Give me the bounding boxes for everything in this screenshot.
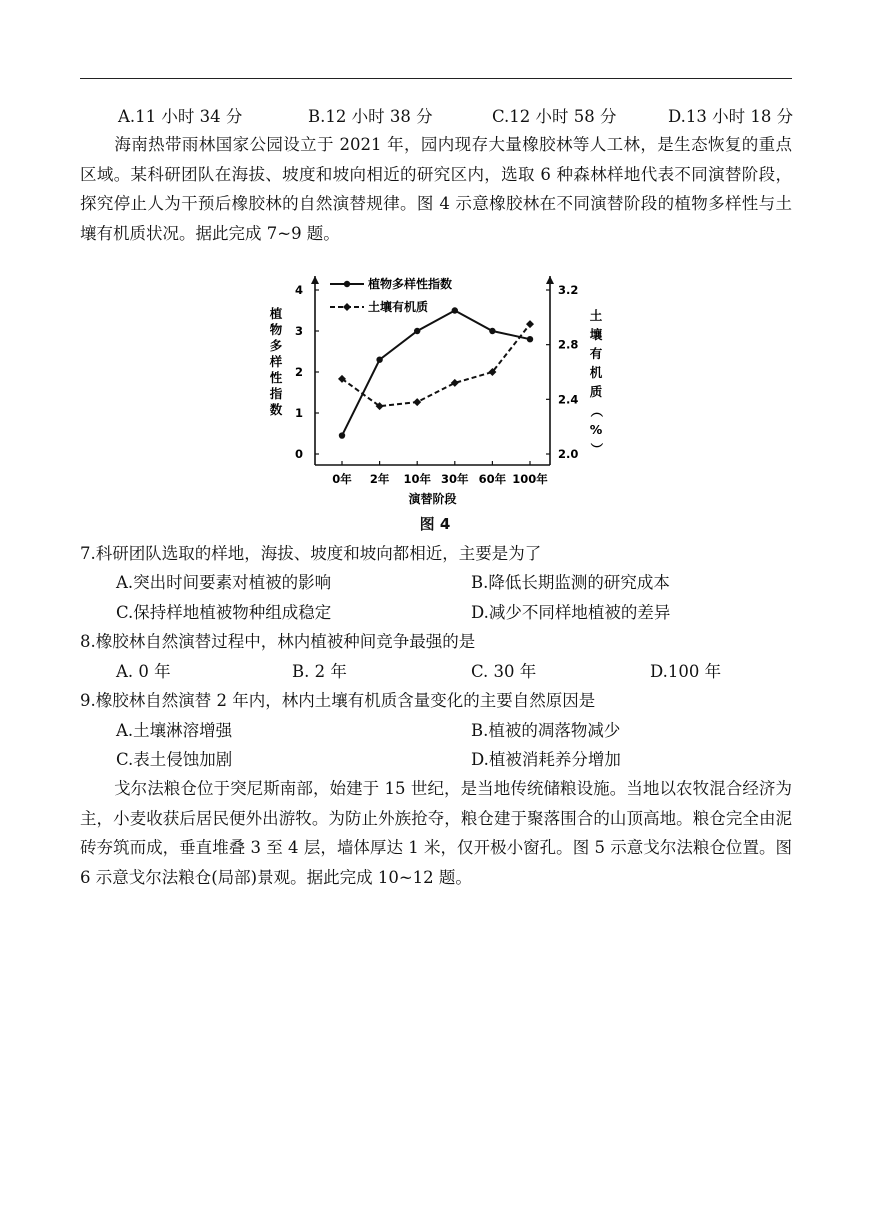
left-tick-label: 0: [294, 447, 303, 461]
diversity-point: [339, 432, 345, 438]
q7-option-d: D.减少不同样地植被的差异: [471, 603, 671, 622]
legend-organic-marker: [343, 303, 351, 311]
right-axis-ticks: [546, 283, 578, 461]
right-tick-label: 2.8: [558, 337, 579, 352]
q6-option-d: D.13 小时 18 分: [668, 107, 794, 126]
x-tick-label: 0年: [332, 472, 352, 486]
figure-caption: 图 4: [419, 515, 451, 533]
axis-labels: [269, 306, 604, 455]
x-tick-label: 30年: [441, 472, 469, 486]
passage-rubber-forest-text: 海南热带雨林国家公园设立于 2021 年，园内现存大量橡胶林等人工林，是生态恢复的重点区域。某科研团队在海拔、坡度和坡向相近的研究区内，选取 6 种森林样地代表不同演替阶段，探究停止人为干预后橡胶林的自然演替规律。图 4 示意橡胶林在不同演替阶段的植物多样性与土壤有机质状况。据此完成 7~9 题。: [80, 135, 792, 243]
q8-option-c: C. 30 年: [471, 662, 537, 681]
x-tick-label: 60年: [478, 472, 507, 486]
legend-diversity-label: 植物多样性指数: [368, 277, 453, 291]
right-axis-label-char: 质: [589, 384, 603, 399]
passage-rubber-forest: [80, 130, 792, 248]
left-axis-label-char: 多: [269, 338, 283, 353]
diversity-point: [376, 357, 382, 363]
right-axis-label-char: 机: [589, 365, 603, 380]
q9-option-a: A.土壤淋溶增强: [116, 721, 233, 740]
left-tick-label: 3: [294, 324, 303, 338]
diversity-point: [452, 307, 458, 313]
right-axis-arrow: [546, 276, 554, 284]
left-axis-label-char: 指: [269, 386, 283, 401]
q7-option-b: B.降低长期监测的研究成本: [471, 573, 670, 592]
organic-matter-line: [342, 324, 530, 406]
left-axis-label-char: 性: [269, 370, 283, 385]
diversity-point: [527, 336, 533, 342]
right-axis-label-char: 土: [589, 308, 603, 323]
right-tick-label: 3.2: [558, 283, 579, 297]
x-axis-label: 演替阶段: [408, 492, 457, 506]
left-tick-label: 1: [294, 406, 303, 420]
organic-matter-point: [451, 379, 459, 387]
q8-option-a: A. 0 年: [116, 662, 171, 681]
q8-stem: 8.橡胶林自然演替过程中，林内植被种间竞争最强的是: [80, 632, 476, 651]
legend-diversity-marker: [344, 281, 350, 287]
q9-option-c: C.表土侵蚀加剧: [116, 750, 233, 769]
organic-matter-point: [413, 398, 421, 406]
left-axis-label-char: 数: [269, 402, 283, 417]
diversity-line: [342, 311, 530, 436]
right-axis-label-char: %: [589, 422, 603, 437]
legend-organic-label: 土壤有机质: [368, 300, 429, 314]
q8-option-d: D.100 年: [650, 662, 722, 681]
q6-option-a: A.11 小时 34 分: [118, 107, 243, 126]
figure-4-chart: [260, 262, 604, 512]
diversity-point: [489, 328, 495, 334]
x-tick-label: 2年: [369, 472, 390, 486]
q6-option-b: B.12 小时 38 分: [308, 107, 433, 126]
header-rule: [80, 78, 792, 79]
x-axis-ticks: [332, 461, 548, 506]
chart-legend: [330, 276, 452, 314]
organic-matter-point: [526, 320, 534, 328]
q9-option-b: B.植被的凋落物减少: [471, 721, 621, 740]
q7-stem: 7.科研团队选取的样地，海拔、坡度和坡向都相近，主要是为了: [80, 544, 542, 563]
q6-option-c: C.12 小时 58 分: [492, 107, 617, 126]
left-axis-arrow: [311, 276, 319, 284]
right-axis-label-char: 壤: [589, 327, 603, 342]
left-tick-label: 2: [294, 365, 303, 379]
right-axis-label-char: 有: [589, 346, 603, 361]
x-tick-label: 10年: [403, 472, 431, 486]
series-layer: [338, 307, 534, 438]
q8-option-b: B. 2 年: [292, 662, 347, 681]
passage-granary: [80, 774, 792, 892]
left-tick-label: 4: [294, 283, 303, 297]
diversity-point: [414, 328, 420, 334]
right-tick-label: 2.0: [558, 447, 579, 461]
left-axis-label-char: 植: [269, 306, 283, 321]
x-tick-label: 100年: [512, 472, 548, 486]
right-axis-label-char: ）: [589, 442, 604, 456]
right-tick-label: 2.4: [558, 392, 579, 407]
left-axis-label-char: 样: [269, 354, 283, 369]
q7-option-a: A.突出时间要素对植被的影响: [116, 573, 332, 592]
right-axis-label-char: （: [589, 404, 604, 418]
left-axis-label-char: 物: [269, 322, 283, 337]
q7-option-c: C.保持样地植被物种组成稳定: [116, 603, 332, 622]
q9-stem: 9.橡胶林自然演替 2 年内，林内土壤有机质含量变化的主要自然原因是: [80, 691, 596, 710]
passage-granary-text: 戈尔法粮仓位于突尼斯南部，始建于 15 世纪，是当地传统储粮设施。当地以农牧混合经济为主，小麦收获后居民便外出游牧。为防止外族抢夺，粮仓建于聚落围合的山顶高地。粮仓完全由泥砖夯筑而成，垂直堆叠 3 至 4 层，墙体厚达 1 米，仅开极小窗孔。图 5 示意戈尔法粮仓位置。图 6 示意戈尔法粮仓(局部)景观。据此完成 10~12 题。: [80, 779, 792, 887]
q9-option-d: D.植被消耗养分增加: [471, 750, 621, 769]
